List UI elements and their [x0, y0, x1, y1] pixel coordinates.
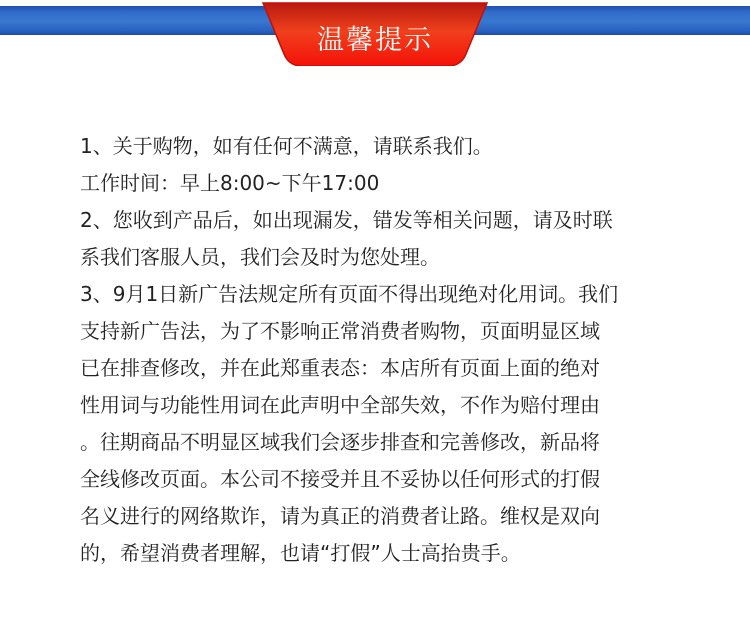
notice-line: 2、您收到产品后，如出现漏发，错发等相关问题，请及时联	[80, 208, 613, 232]
notice-line: 1、关于购物，如有任何不满意，请联系我们。	[80, 134, 493, 158]
page-title: 温馨提示	[317, 25, 433, 56]
notice-line: 全线修改页面。本公司不接受并且不妥协以任何形式的打假	[80, 467, 600, 491]
notice-line: 性用词与功能性用词在此声明中全部失效，不作为赔付理由	[80, 393, 600, 417]
notice-line: 名义进行的网络欺诈，请为真正的消费者让路。维权是双向	[80, 504, 600, 528]
notice-line: 3、9月1日新广告法规定所有页面不得出现绝对化用词。我们	[80, 282, 619, 306]
notice-line: 工作时间：早上8:00~下午17:00	[80, 171, 380, 195]
notice-line: 系我们客服人员，我们会及时为您处理。	[80, 245, 440, 269]
notice-line: 的，希望消费者理解，也请“打假”人士高抬贵手。	[80, 541, 521, 565]
header-tab	[262, 2, 488, 66]
notice-text	[80, 128, 700, 572]
notice-line: 支持新广告法，为了不影响正常消费者购物，页面明显区域	[80, 319, 600, 343]
notice-line: 。往期商品不明显区域我们会逐步排查和完善修改，新品将	[80, 430, 600, 454]
notice-line: 已在排查修改，并在此郑重表态：本店所有页面上面的绝对	[80, 356, 600, 380]
